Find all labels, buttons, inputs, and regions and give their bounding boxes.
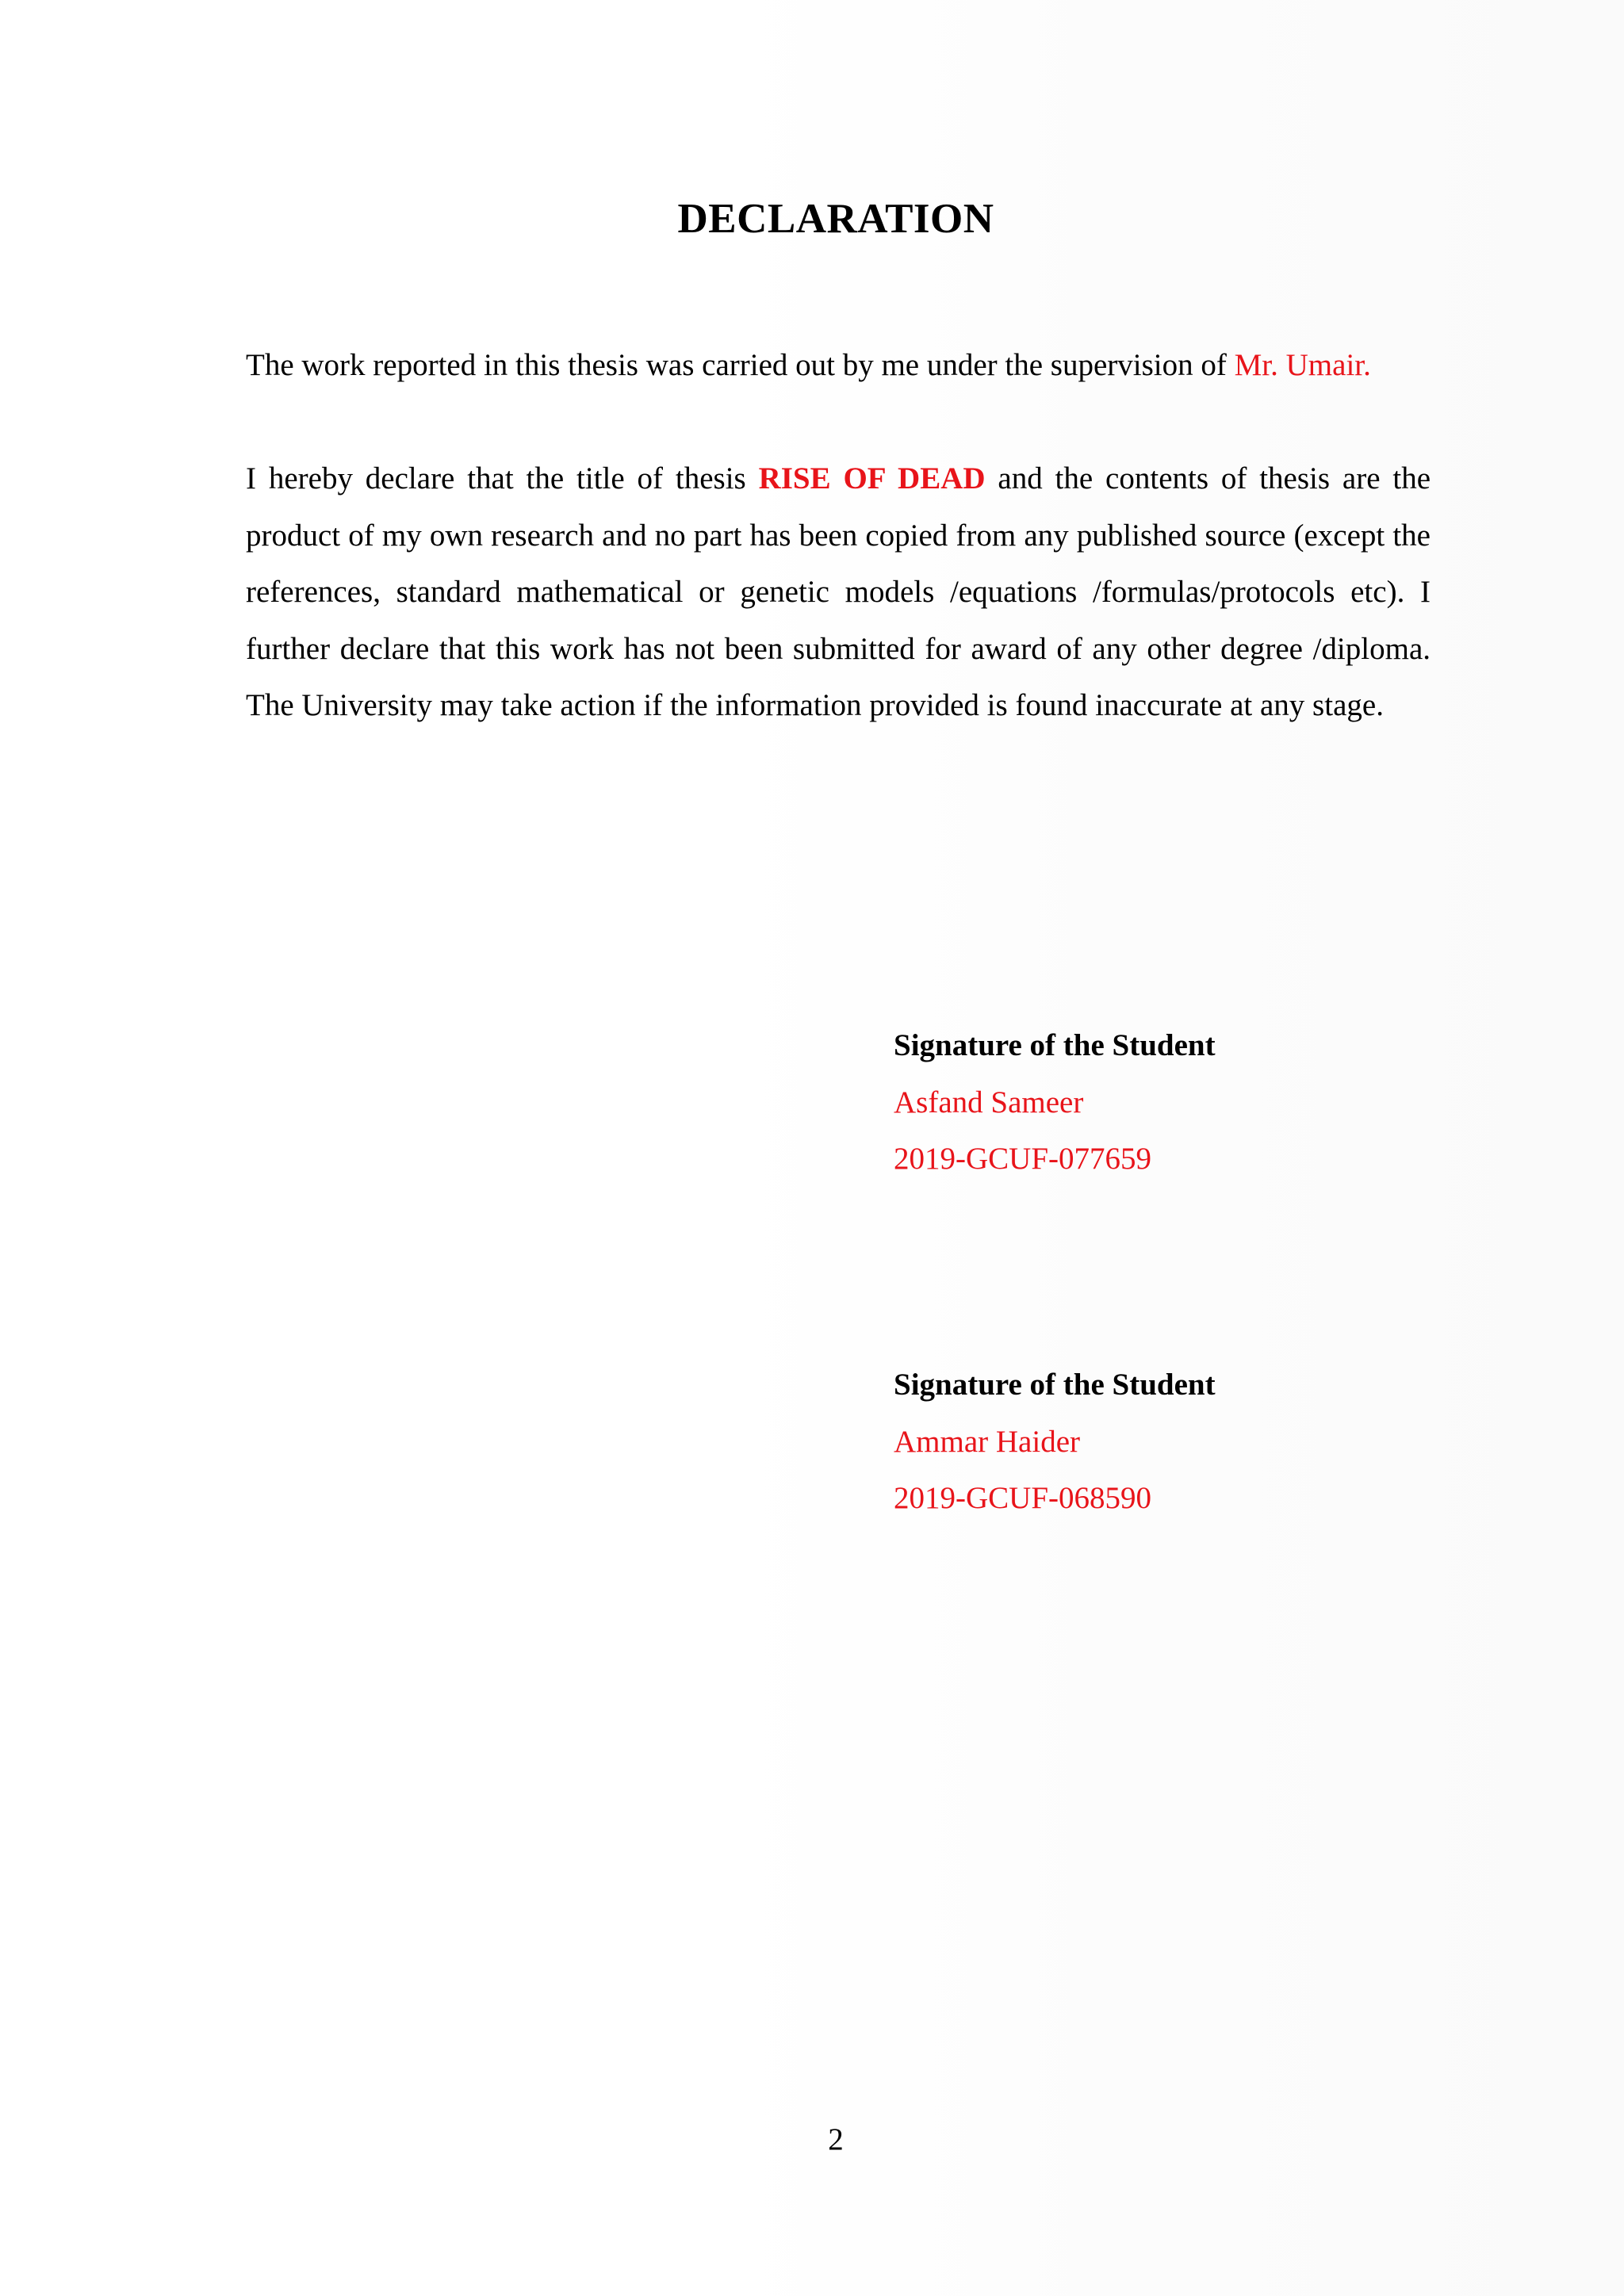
student-name: Ammar Haider xyxy=(894,1424,1080,1459)
signature-label: Signature of the Student xyxy=(894,1028,1216,1062)
student-name: Asfand Sameer xyxy=(894,1085,1084,1119)
supervisor-name: Mr. Umair. xyxy=(1234,348,1371,382)
signature-label: Signature of the Student xyxy=(894,1368,1216,1402)
supervision-text: The work reported in this thesis was carried out by me under the supervision of xyxy=(246,348,1235,382)
student-id: 2019-GCUF-077659 xyxy=(894,1142,1152,1176)
thesis-title: RISE OF DEAD xyxy=(758,461,986,496)
page-number: 2 xyxy=(828,2122,844,2156)
declaration-paragraph xyxy=(246,450,1431,734)
declaration-lead: I hereby declare that the title of thesis xyxy=(246,461,759,496)
supervision-paragraph xyxy=(246,337,1431,394)
page-title: DECLARATION xyxy=(677,196,994,242)
declaration-body: and the contents of thesis are the product of my own research and no part has been copied from any published source (except the references, standard mathematical or genetic models /equations /formulas/protocols etc). I further declare that this work has not been submitted for award of any other degree /diploma. The University may take action if the information provided is found inaccurate at any stage. xyxy=(246,461,1431,722)
signature-block-2 xyxy=(894,1357,1216,1527)
signature-block-1 xyxy=(894,1017,1216,1188)
student-id: 2019-GCUF-068590 xyxy=(894,1481,1152,1515)
